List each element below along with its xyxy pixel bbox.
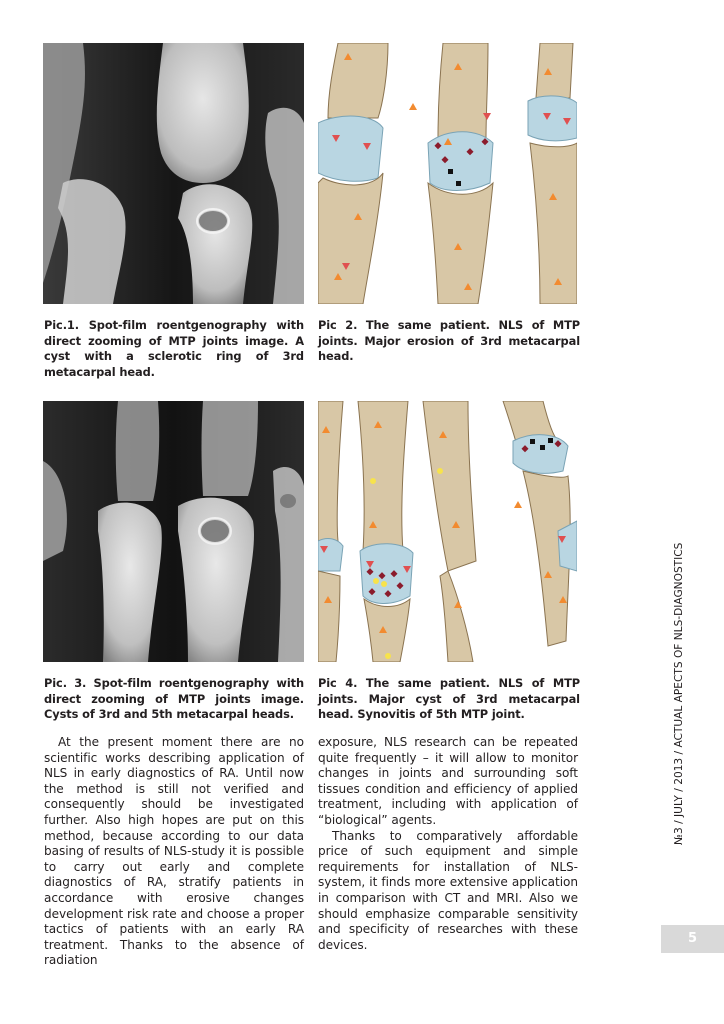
figure-pic4-nls — [318, 401, 577, 662]
body-left-column — [44, 735, 304, 969]
caption-pic2: Pic 2. The same patient. NLS of MTP joints. Major erosion of 3rd metacarpal head. — [318, 318, 580, 363]
journal-side-header-text: №3 / JULY / 2013 / ACTUAL APECTS OF NLS-DIAGNOSTICS — [673, 542, 685, 845]
page-number: 5 — [687, 931, 698, 946]
nls-image-2 — [318, 43, 577, 304]
paragraph-right-1: exposure, NLS research can be repeated quite frequently – it will allow to monitor changes in joints and surrounding soft tissues condition and efficiency of applied treatment, including with application of “biological” agents. — [318, 735, 578, 827]
paragraph-left: At the present moment there are no scientific works describing application of NLS in early diagnostics of RA. Until now the method is still not verified and consequently should be investigated further. Also high hopes are put on this method, because according to our data basing of results of NLS-study it is possible to carry out early and complete diagnostics of RA, stratify patients in accordance with erosive changes development risk rate and choose a proper tactics of patients with an early RA treatment. Thanks to the absence of radiation — [44, 735, 304, 968]
figure-pic3-xray — [43, 401, 304, 662]
figure-pic2-nls — [318, 43, 577, 304]
body-right-column — [318, 735, 578, 953]
xray-image-1 — [43, 43, 304, 304]
caption-pic4: Pic 4. The same patient. NLS of MTP joints. Major cyst of 3rd metacarpal head. Synovitis of 5th MTP joint. — [318, 676, 580, 721]
figure-pic1-xray — [43, 43, 304, 304]
journal-side-header — [673, 542, 693, 849]
xray-image-3 — [43, 401, 304, 662]
page-number-tab — [661, 925, 724, 953]
caption-pic1: Pic.1. Spot-film roentgenography with direct zooming of MTP joints image. A cyst with a sclerotic ring of 3rd metacarpal head. — [44, 318, 304, 379]
paragraph-right-2: Thanks to comparatively affordable price of such equipment and simple requirements for installation of NLS-system, it finds more extensive application in comparison with CT and MRI. Also we should emphasize comparable sensitivity and specificity of researches with these devices. — [318, 828, 578, 952]
nls-image-4 — [318, 401, 577, 662]
caption-pic3: Pic. 3. Spot-film roentgenography with direct zooming of MTP joints image. Cysts of 3rd and 5th metacarpal heads. — [44, 676, 304, 721]
